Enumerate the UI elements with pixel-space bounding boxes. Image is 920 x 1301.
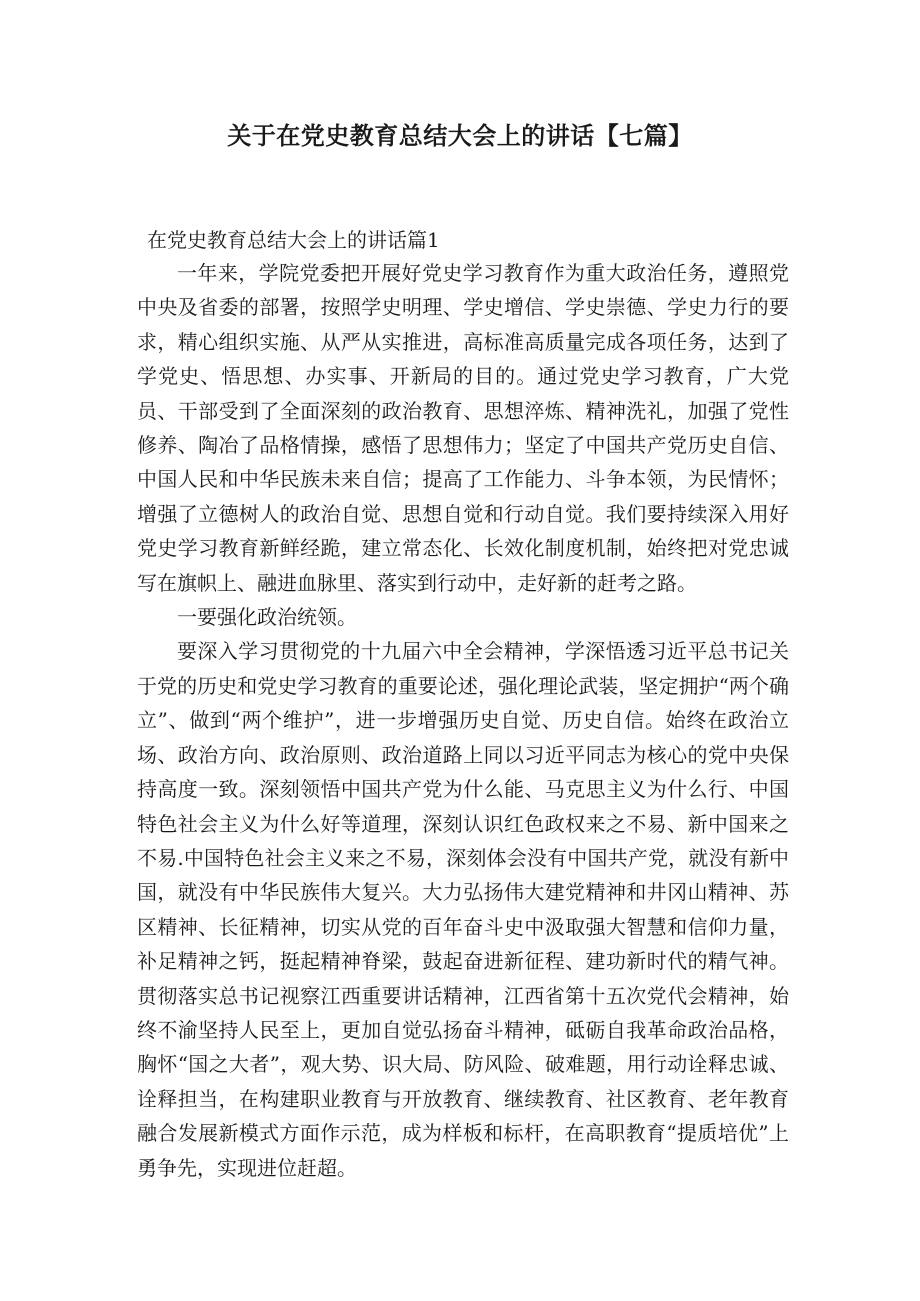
- document-body: [137, 256, 789, 1185]
- section-heading: 在党史教育总结大会上的讲话篇1: [147, 228, 440, 252]
- paragraph-point-heading: 一要强化政治统领。: [177, 605, 357, 630]
- document-title: 关于在党史教育总结大会上的讲话【七篇】: [227, 122, 693, 150]
- paragraph-intro: 一年来，学院党委把开展好党史学习教育作为重大政治任务，遵照党中央及省委的部署，按照学史明理、学史增信、学史崇德、学史力行的要求，精心组织实施、从严从实推进，高标准高质量完成各项任务，达到了学党史、悟思想、办实事、开新局的目的。通过党史学习教育，广大党员、干部受到了全面深刻的政治教育、思想淬炼、精神洗礼，加强了党性修养、陶冶了品格情操，感悟了思想伟力；坚定了中国共产党历史自信、中国人民和中华民族未来自信；提高了工作能力、斗争本领，为民情怀；增强了立德树人的政治自觉、思想自觉和行动自觉。我们要持续深入用好党史学习教育新鲜经跪，建立常态化、长效化制度机制，始终把对党忠诚写在旗帜上、融进血脉里、落实到行动中，走好新的赶考之路。: [137, 261, 789, 595]
- paragraph-point-body: 要深入学习贯彻党的十九届六中全会精神，学深悟透习近平总书记关于党的历史和党史学习教育的重要论述，强化理论武装，坚定拥护“两个确立”、做到“两个维护”，进一步增强历史自觉、历史自信。始终在政治立场、政治方向、政治原则、政治道路上同以习近平同志为核心的党中央保持高度一致。深刻领悟中国共产党为什么能、马克思主义为什么行、中国特色社会主义为什么好等道理，深刻认识红色政权来之不易、新中国来之不易.中国特色社会主义来之不易，深刻体会没有中国共产党，就没有新中国，就没有中华民族伟大复兴。大力弘扬伟大建党精神和井冈山精神、苏区精神、长征精神，切实从党的百年奋斗史中汲取强大智慧和信仰力量，补足精神之钙，挺起精神脊梁，鼓起奋进新征程、建功新时代的精气神。贯彻落实总书记视察江西重要讲话精神，江西省第十五次党代会精神，始终不渝坚持人民至上，更加自觉弘扬奋斗精神，砥砺自我革命政治品格，胸怀“国之大者”，观大势、识大局、防风险、破难题，用行动诠释忠诚、诠释担当，在构建职业教育与开放教育、继续教育、社区教育、老年教育融合发展新模式方面作示范，成为样板和标杆，在高职教育“提质培优”上勇争先，实现进位赶超。: [137, 639, 789, 1180]
